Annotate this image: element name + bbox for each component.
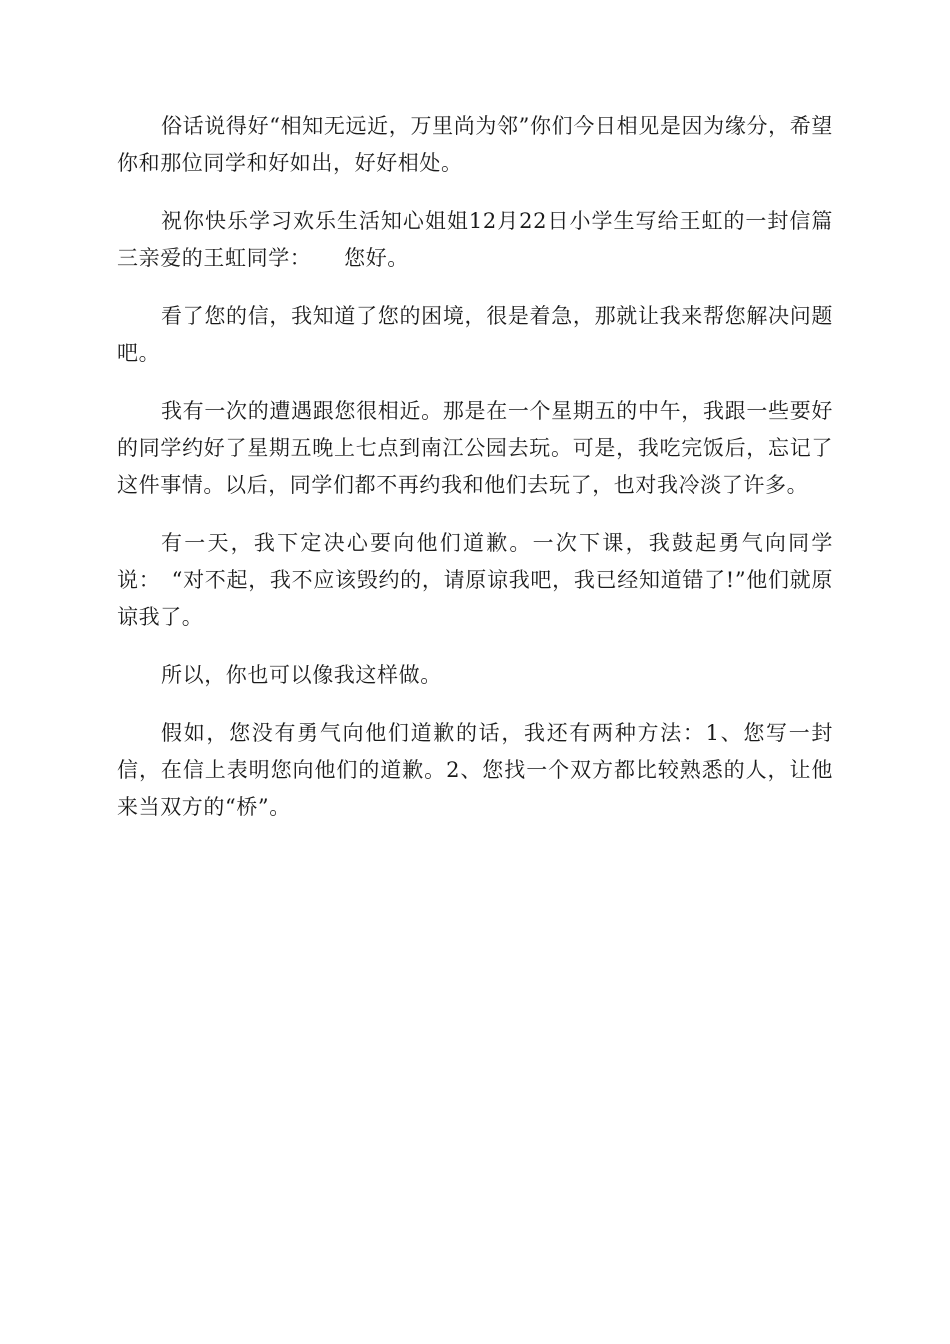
paragraph-2: 祝你快乐学习欢乐生活知心姐姐12月22日小学生写给王虹的一封信篇三亲爱的王虹同学： 您好。 — [117, 209, 833, 270]
paragraph-4: 我有一次的遭遇跟您很相近。那是在一个星期五的中午，我跟一些要好的同学约好了星期五晚上七点到南江公园去玩。可是，我吃完饭后，忘记了这件事情。以后，同学们都不再约我和他们去玩了，也对我冷淡了许多。 — [117, 399, 833, 497]
paragraph-1: 俗话说得好“相知无远近，万里尚为邻”你们今日相见是因为缘分，希望你和那位同学和好如出，好好相处。 — [117, 114, 833, 175]
paragraph-7: 假如，您没有勇气向他们道歉的话，我还有两种方法：1、您写一封信，在信上表明您向他们的道歉。2、您找一个双方都比较熟悉的人，让他来当双方的“桥”。 — [117, 721, 833, 819]
paragraph-3: 看了您的信，我知道了您的困境，很是着急，那就让我来帮您解决问题吧。 — [117, 304, 833, 365]
paragraph-5: 有一天，我下定决心要向他们道歉。一次下课，我鼓起勇气向同学说： “对不起，我不应该毁约的，请原谅我吧，我已经知道错了!”他们就原谅我了。 — [117, 531, 833, 629]
paragraph-6: 所以，你也可以像我这样做。 — [161, 663, 442, 687]
document-body — [117, 108, 833, 847]
